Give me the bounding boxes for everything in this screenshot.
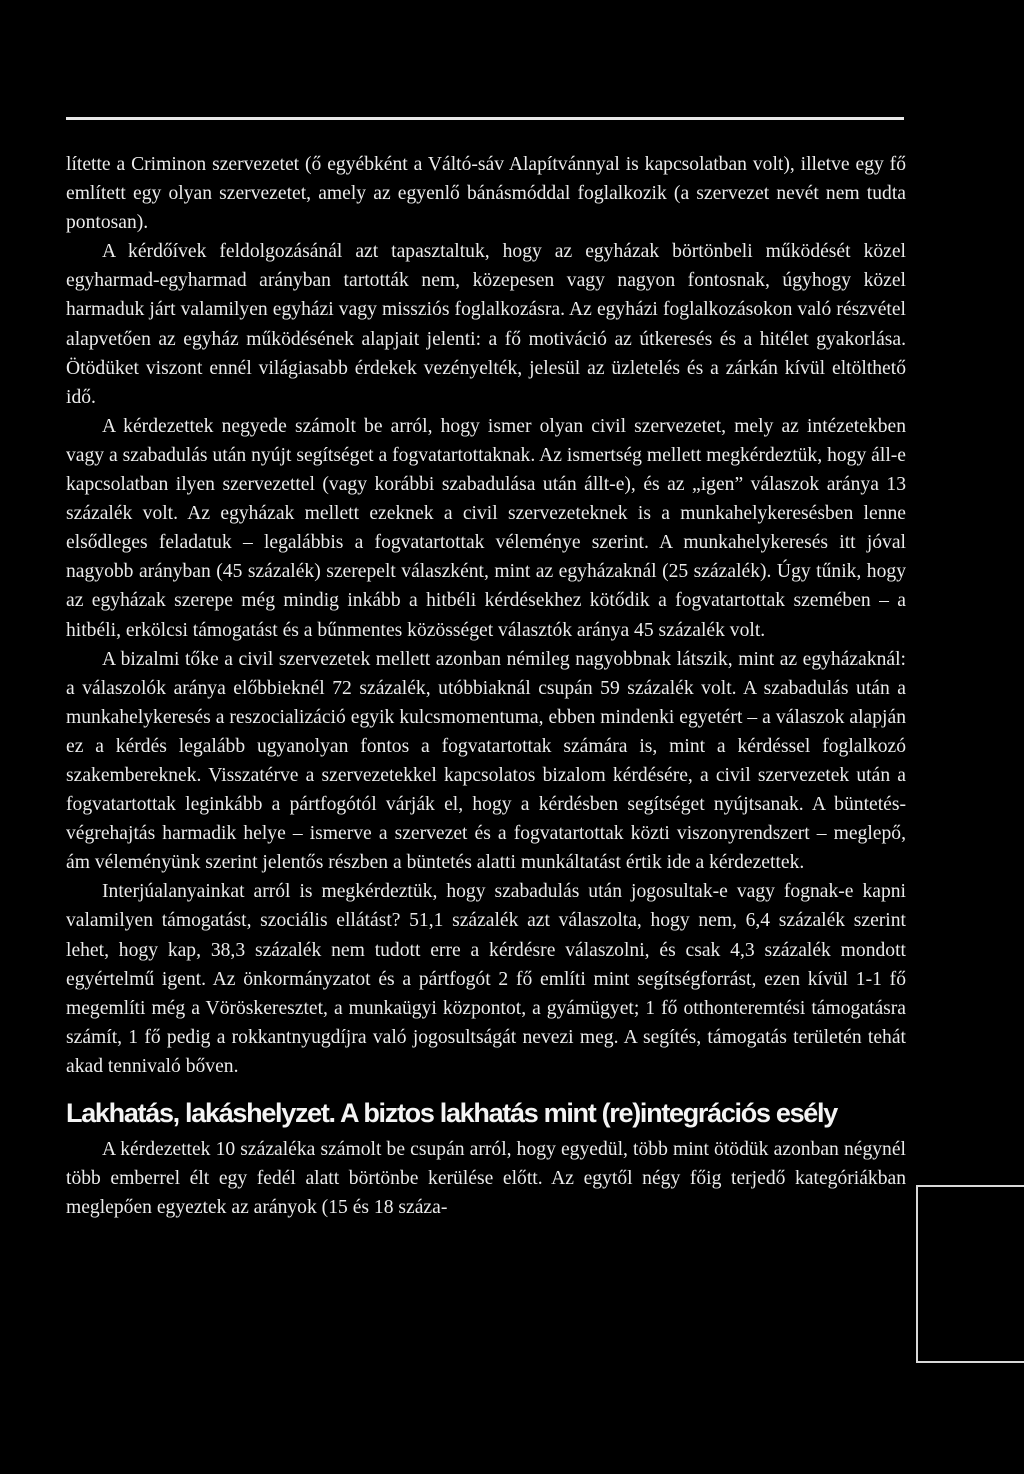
paragraph-housing: A kérdezettek 10 százaléka számolt be csupán arról, hogy egyedül, több mint ötödük azonban négynél több emberrel élt egy fedél alatt börtönbe kerülése előtt. Az egytől négy főig terjedő kategóriákban meglepően egyeztek az arányok (15 és 18 száza- [66,1139,906,1219]
paragraph-trust-capital: A bizalmi tőke a civil szervezetek mellett azonban némileg nagyobbnak látszik, mint az egyházaknál: a válaszolók aránya előbbieknél 72 százalék, utóbbiaknál csupán 59 százalék volt. A szabadulás után a munkahelykeresés a reszocializáció egyik kulcsmomentuma, ebben mindenki egyetért – a válaszok alapján ez a kérdés legalább ugyanolyan fontos a fogvatartottak számára is, mint a kérdéssel foglalkozó szakembereknek. Visszatérve a szervezetekkel kapcsolatos bizalom kérdésére, a civil szervezetek után a fogvatartottak leginkább a pártfogótól várják el, hogy a kérdésben segítséget nyújtsanak. A büntetés-végrehajtás harmadik helye – ismerve a szervezet és a fogvatartottak közti viszonyrendszert – meglepő, ám véleményünk szerint jelentős részben a büntetés alatti munkáltatást értik ide a kérdezettek. [66,648,906,874]
margin-box [916,1185,1024,1363]
paragraph-civil-organizations: A kérdezettek negyede számolt be arról, hogy ismer olyan civil szervezetet, mely az intézetekben vagy a szabadulás után nyújt segítséget a fogvatartottaknak. Az ismertség mellett megkérdeztük, hogy áll-e kapcsolatban ilyen szervezettel (vagy korábbi szabadulása után állt-e), és az „igen” válaszok aránya 13 százalék volt. Az egyházak mellett ezeknek a civil szervezeteknek is a munkahelykeresésben lenne elsődleges feladatuk – legalábbis a fogvatartottak véleménye szerint. A munkahelykeresés itt jóval nagyobb arányban (45 százalék) szerepelt válaszként, mint az egyházaknál (25 százalék). Úgy tűnik, hogy az egyházak szerepe még mindig inkább a hitbéli kérdésekhez kötődik a fogvatartottak szemében – a hitbéli, erkölcsi támogatást és a bűnmentes közösséget választók aránya 45 százalék volt. [66,415,906,641]
section-heading: Lakhatás, lakáshelyzet. A biztos lakhatás mint (re)integrációs esély [66,1098,837,1128]
paragraph-support-benefits: Interjúalanyainkat arról is megkérdeztük, hogy szabadulás után jogosultak-e vagy fognak-e kapni valamilyen támogatást, szociális ellátást? 51,1 százalék azt válaszolta, hogy nem, 6,4 százalék szerint lehet, hogy kap, 38,3 százalék nem tudott erre a kérdésre válaszolni, és csak 4,3 százalék mondott egyértelmű igent. Az önkormányzatot és a pártfogót 2 fő említi mint segítségforrást, ezen kívül 1-1 fő megemlíti még a Vöröskeresztet, a munkaügyi központot, a gyámügyet; 1 fő otthonteremtési támogatásra számít, 1 fő pedig a rokkantnyugdíjra való jogosultságát nevezi meg. A segítés, támogatás területén tehát akad tennivaló bőven. [66,881,906,1077]
paragraph-churches: A kérdőívek feldolgozásánál azt tapasztaltuk, hogy az egyházak börtönbeli működését közel egyharmad-egyharmad arányban tartották nem, közepesen vagy nagyon fontosnak, úgyhogy közel harmaduk járt valamilyen egyházi vagy missziós foglalkozásra. Az egyházi foglalkozásokon való részvétel alapvetően az egyház működésének alapjait jelenti: a fő motiváció az útkeresés és a hitélet gyakorlása. Ötödüket viszont ennél világiasabb érdekek vezényelték, jelesül az üzletelés és a zárkán kívül eltölthető idő. [66,241,906,408]
top-rule [66,117,904,120]
paragraph-continuation: lítette a Criminon szervezetet (ő egyébként a Váltó-sáv Alapítvánnyal is kapcsolatban volt), illetve egy fő említett egy olyan szervezetet, amely az egyenlő bánásmóddal foglalkozik (a szervezet nevét nem tudta pontosan). [66,154,906,234]
text-column [66,150,906,1222]
